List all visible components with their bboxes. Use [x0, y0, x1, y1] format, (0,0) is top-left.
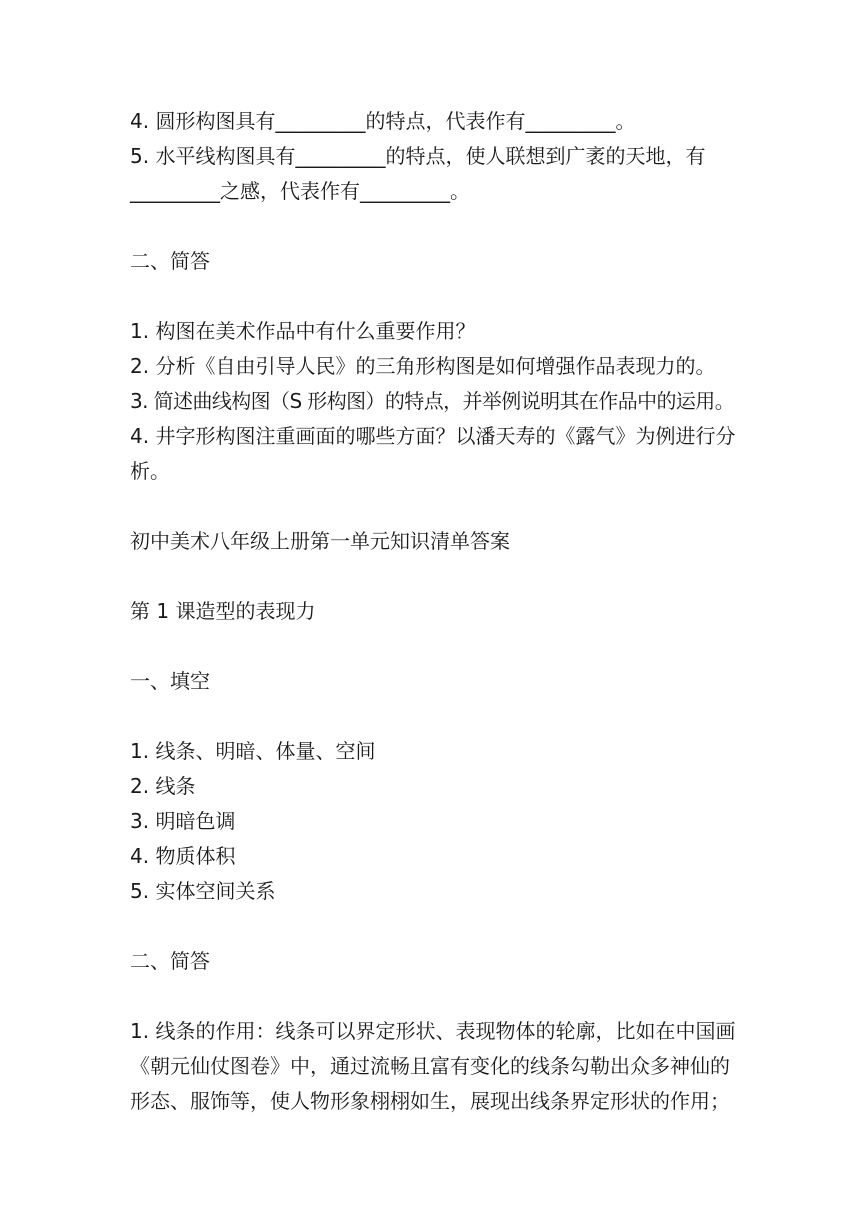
fill-question-5-line-1: 5. 水平线构图具有_________的特点，使人联想到广袤的天地，有 [130, 144, 706, 168]
answer-key-title: 初中美术八年级上册第一单元知识清单答案 [130, 529, 510, 553]
section-heading-fill-in: 一、填空 [130, 669, 210, 693]
fill-answer-3: 3. 明暗色调 [130, 809, 236, 833]
spacer [130, 209, 740, 244]
fill-answer-2: 2. 线条 [130, 774, 196, 798]
short-answer-1-line-1: 1. 线条的作用：线条可以界定形状、表现物体的轮廓，比如在中国画 [130, 1019, 736, 1043]
spacer [130, 979, 740, 1014]
short-answer-question-3: 3. 简述曲线构图（S 形构图）的特点，并举例说明其在作品中的运用。 [130, 389, 735, 413]
spacer [130, 279, 740, 314]
spacer [130, 629, 740, 664]
document-page [130, 104, 740, 1119]
spacer [130, 489, 740, 524]
short-answer-question-4-line-2: 析。 [130, 459, 170, 483]
fill-question-5-line-2: _________之感，代表作有_________。 [130, 179, 470, 203]
fill-question-4: 4. 圆形构图具有_________的特点，代表作有_________。 [130, 109, 636, 133]
fill-answer-4: 4. 物质体积 [130, 844, 236, 868]
short-answer-question-2: 2. 分析《自由引导人民》的三角形构图是如何增强作品表现力的。 [130, 354, 716, 378]
fill-answer-5: 5. 实体空间关系 [130, 879, 276, 903]
short-answer-question-4-line-1: 4. 井字形构图注重画面的哪些方面？以潘天寿的《露气》为例进行分 [130, 424, 736, 448]
fill-answer-1: 1. 线条、明暗、体量、空间 [130, 739, 376, 763]
section-heading-short-answer-answers: 二、简答 [130, 949, 210, 973]
short-answer-question-1: 1. 构图在美术作品中有什么重要作用？ [130, 319, 476, 343]
short-answer-1-line-3: 形态、服饰等，使人物形象栩栩如生，展现出线条界定形状的作用； [130, 1089, 730, 1113]
short-answer-1-line-2: 《朝元仙仗图卷》中，通过流畅且富有变化的线条勾勒出众多神仙的 [130, 1054, 730, 1078]
section-heading-short-answer: 二、简答 [130, 249, 210, 273]
spacer [130, 559, 740, 594]
spacer [130, 699, 740, 734]
spacer [130, 909, 740, 944]
lesson-title: 第 1 课造型的表现力 [130, 599, 316, 623]
